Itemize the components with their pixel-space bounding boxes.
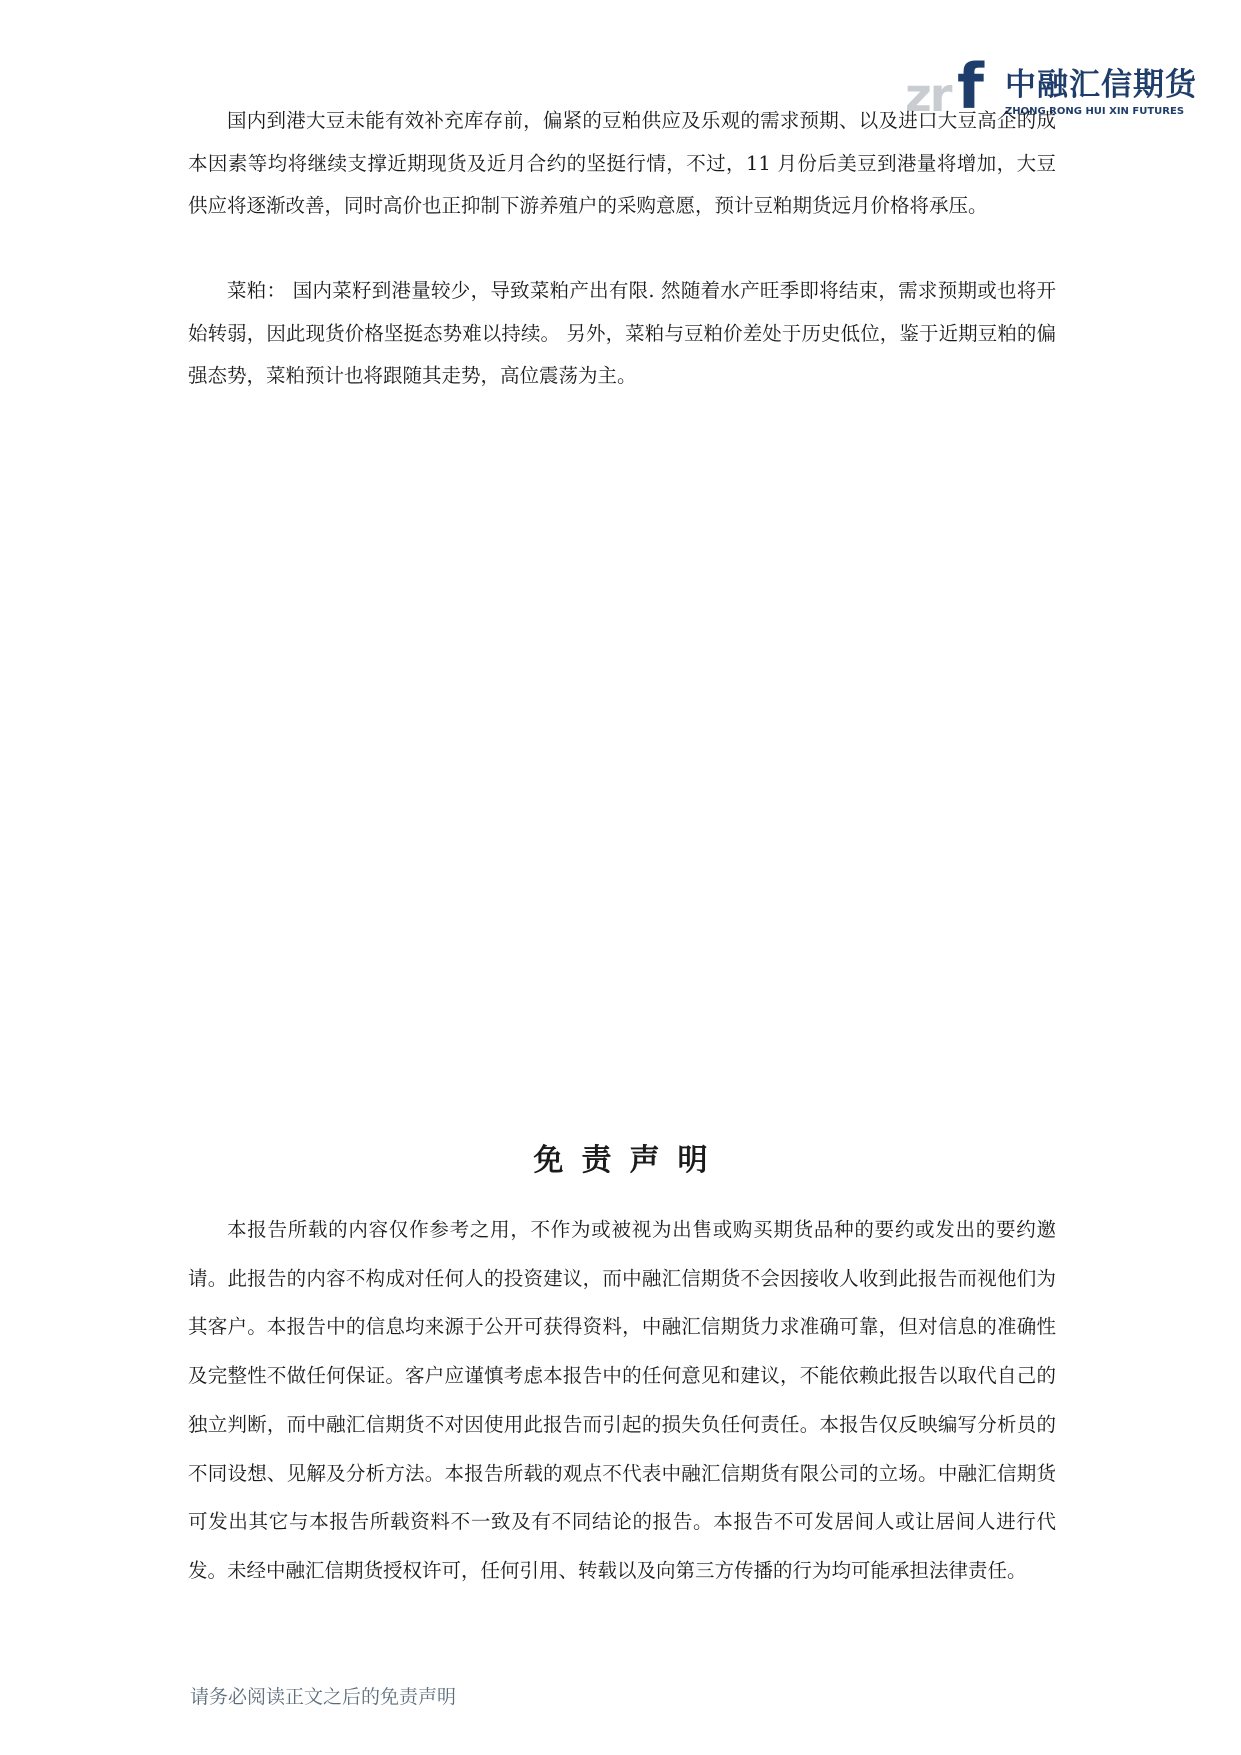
logo-letter: f: [957, 50, 984, 123]
paragraph-soymeal: 国内到港大豆未能有效补充库存前，偏紧的豆粕供应及乐观的需求预期、以及进口大豆高企的成本因素等均将继续支撑近期现货及近月合约的坚挺行情，不过，11 月份后美豆到港量将增加，大豆供应将逐渐改善，同时高价也正抑制下游养殖户的采购意愿，预计豆粕期货远月价格将承压。: [188, 109, 1056, 217]
logo-company-name: 中融汇信期货: [1005, 67, 1197, 103]
disclaimer-title: 免责声明: [533, 1143, 726, 1178]
logo-mark: zr: [905, 68, 951, 122]
footer-note: 请务必阅读正文之后的免责声明: [190, 1686, 457, 1708]
paragraph-rapeseed-meal: 菜粕： 国内菜籽到港量较少，导致菜粕产出有限. 然随着水产旺季即将结束，需求预期或也将开始转弱，因此现货价格坚挺态势难以持续。 另外，菜粕与豆粕价差处于历史低位，鉴于近期豆粕的偏强态势，菜粕预计也将跟随其走势，高位震荡为主。: [188, 279, 1056, 387]
disclaimer-text: 本报告所载的内容仅作参考之用，不作为或被视为出售或购买期货品种的要约或发出的要约邀请。此报告的内容不构成对任何人的投资建议，而中融汇信期货不会因接收人收到此报告而视他们为其客户。本报告中的信息均来源于公开可获得资料，中融汇信期货力求准确可靠，但对信息的准确性及完整性不做任何保证。客户应谨慎考虑本报告中的任何意见和建议，不能依赖此报告以取代自己的独立判断，而中融汇信期货不对因使用此报告而引起的损失负任何责任。本报告仅反映编写分析员的不同设想、见解及分析方法。本报告所载的观点不代表中融汇信期货有限公司的立场。中融汇信期货可发出其它与本报告所载资料不一致及有不同结论的报告。本报告不可发居间人或让居间人进行代发。未经中融汇信期货授权许可，任何引用、转载以及向第三方传播的行为均可能承担法律责任。: [188, 1218, 1056, 1582]
logo-company-name-en: ZHONG RONG HUI XIN FUTURES: [1005, 106, 1185, 117]
